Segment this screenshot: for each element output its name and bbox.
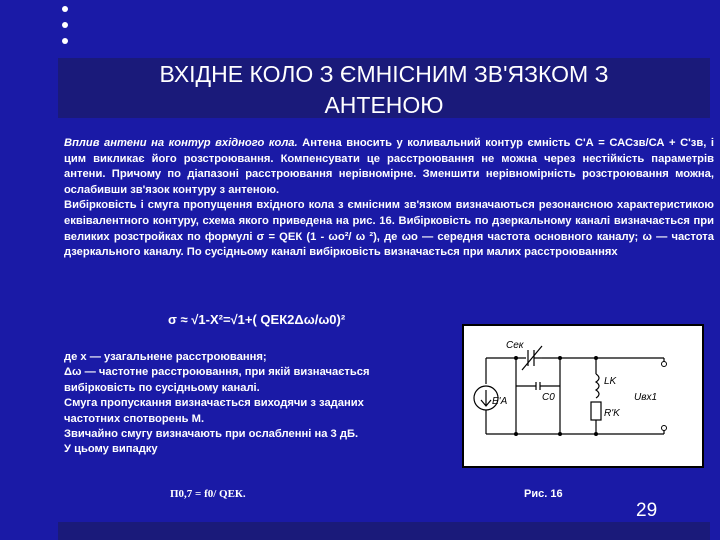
note-line: Δω — частотне расстроювання, при якій визначається — [64, 366, 370, 379]
figure-caption: Рис. 16 — [524, 488, 563, 500]
label-uvx: Uвх1 — [634, 392, 658, 403]
paragraph-1-text: Антена вносить у коливальний контур ємність С'А = САСзв/СА + С'зв, і цим викликає його розстроювання. Компенсувати це расстроювання не можна через нестійкість параметрів антени. Причому по діапазоні расстроювання нерівномірне. Зменшити нерівномірність розстроювання можна, ослабивши зв'язок контуру з антеною. — [64, 137, 715, 196]
note-line: де х — узагальнене расстроювання; — [64, 351, 267, 363]
circuit-figure — [462, 324, 704, 468]
label-lk: LK — [604, 376, 617, 387]
dot-decoration — [62, 6, 68, 12]
note-line: Смуга пропускання визначається виходячи з заданих — [64, 397, 364, 410]
label-ea: E'A — [492, 396, 508, 407]
note-line: Звичайно смугу визначають при ослабленні на 3 дБ. — [64, 428, 359, 441]
paragraph-2: Вибірковість і смуга пропущення вхідного кола з ємнісним зв'язком визначаються резонансною характеристикою еквівалентного контуру, схема якого приведена на рис. 16. Вибірковість по дзеркальному каналі визначається при великих розстройках по формулі σ = QЕК (1 - ωо²/ ω ²), де ωо — середня частота основного каналу; ω — частота дзеркального каналу. По сусідньому каналі вибірковість визначається при малих расстроюваннях — [64, 199, 714, 259]
slide-title — [58, 58, 710, 118]
circuit-diagram — [464, 326, 702, 466]
paragraph-1-lead: Вплив антени на контур вхідного кола. — [64, 137, 298, 149]
bandwidth-formula: П0,7 = f0/ QЕК. — [170, 488, 246, 500]
label-c0: C0 — [542, 392, 555, 403]
note-line: У цьому випадку — [64, 443, 158, 456]
dot-decoration — [62, 22, 68, 28]
label-rk: R'K — [604, 408, 620, 419]
note-line: вибірковість по сусідньому каналі. — [64, 381, 260, 394]
footer-bar — [58, 522, 710, 540]
body-text — [64, 136, 714, 261]
title-line-2: АНТЕНОЮ — [324, 92, 444, 118]
notes — [64, 350, 444, 458]
page-number: 29 — [636, 500, 658, 521]
decorative-dots — [62, 6, 68, 54]
label-cek: Сек — [506, 340, 524, 351]
paragraph-1 — [64, 136, 714, 198]
title-line-1: ВХІДНЕ КОЛО З ЄМНІСНИМ ЗВ'ЯЗКОМ З — [159, 61, 609, 87]
note-line: частотних спотворень М. — [64, 412, 205, 425]
dot-decoration — [62, 38, 68, 44]
selectivity-formula: σ ≈ √1-Х²=√1+( QЕК2Δω/ω0)² — [168, 312, 346, 327]
